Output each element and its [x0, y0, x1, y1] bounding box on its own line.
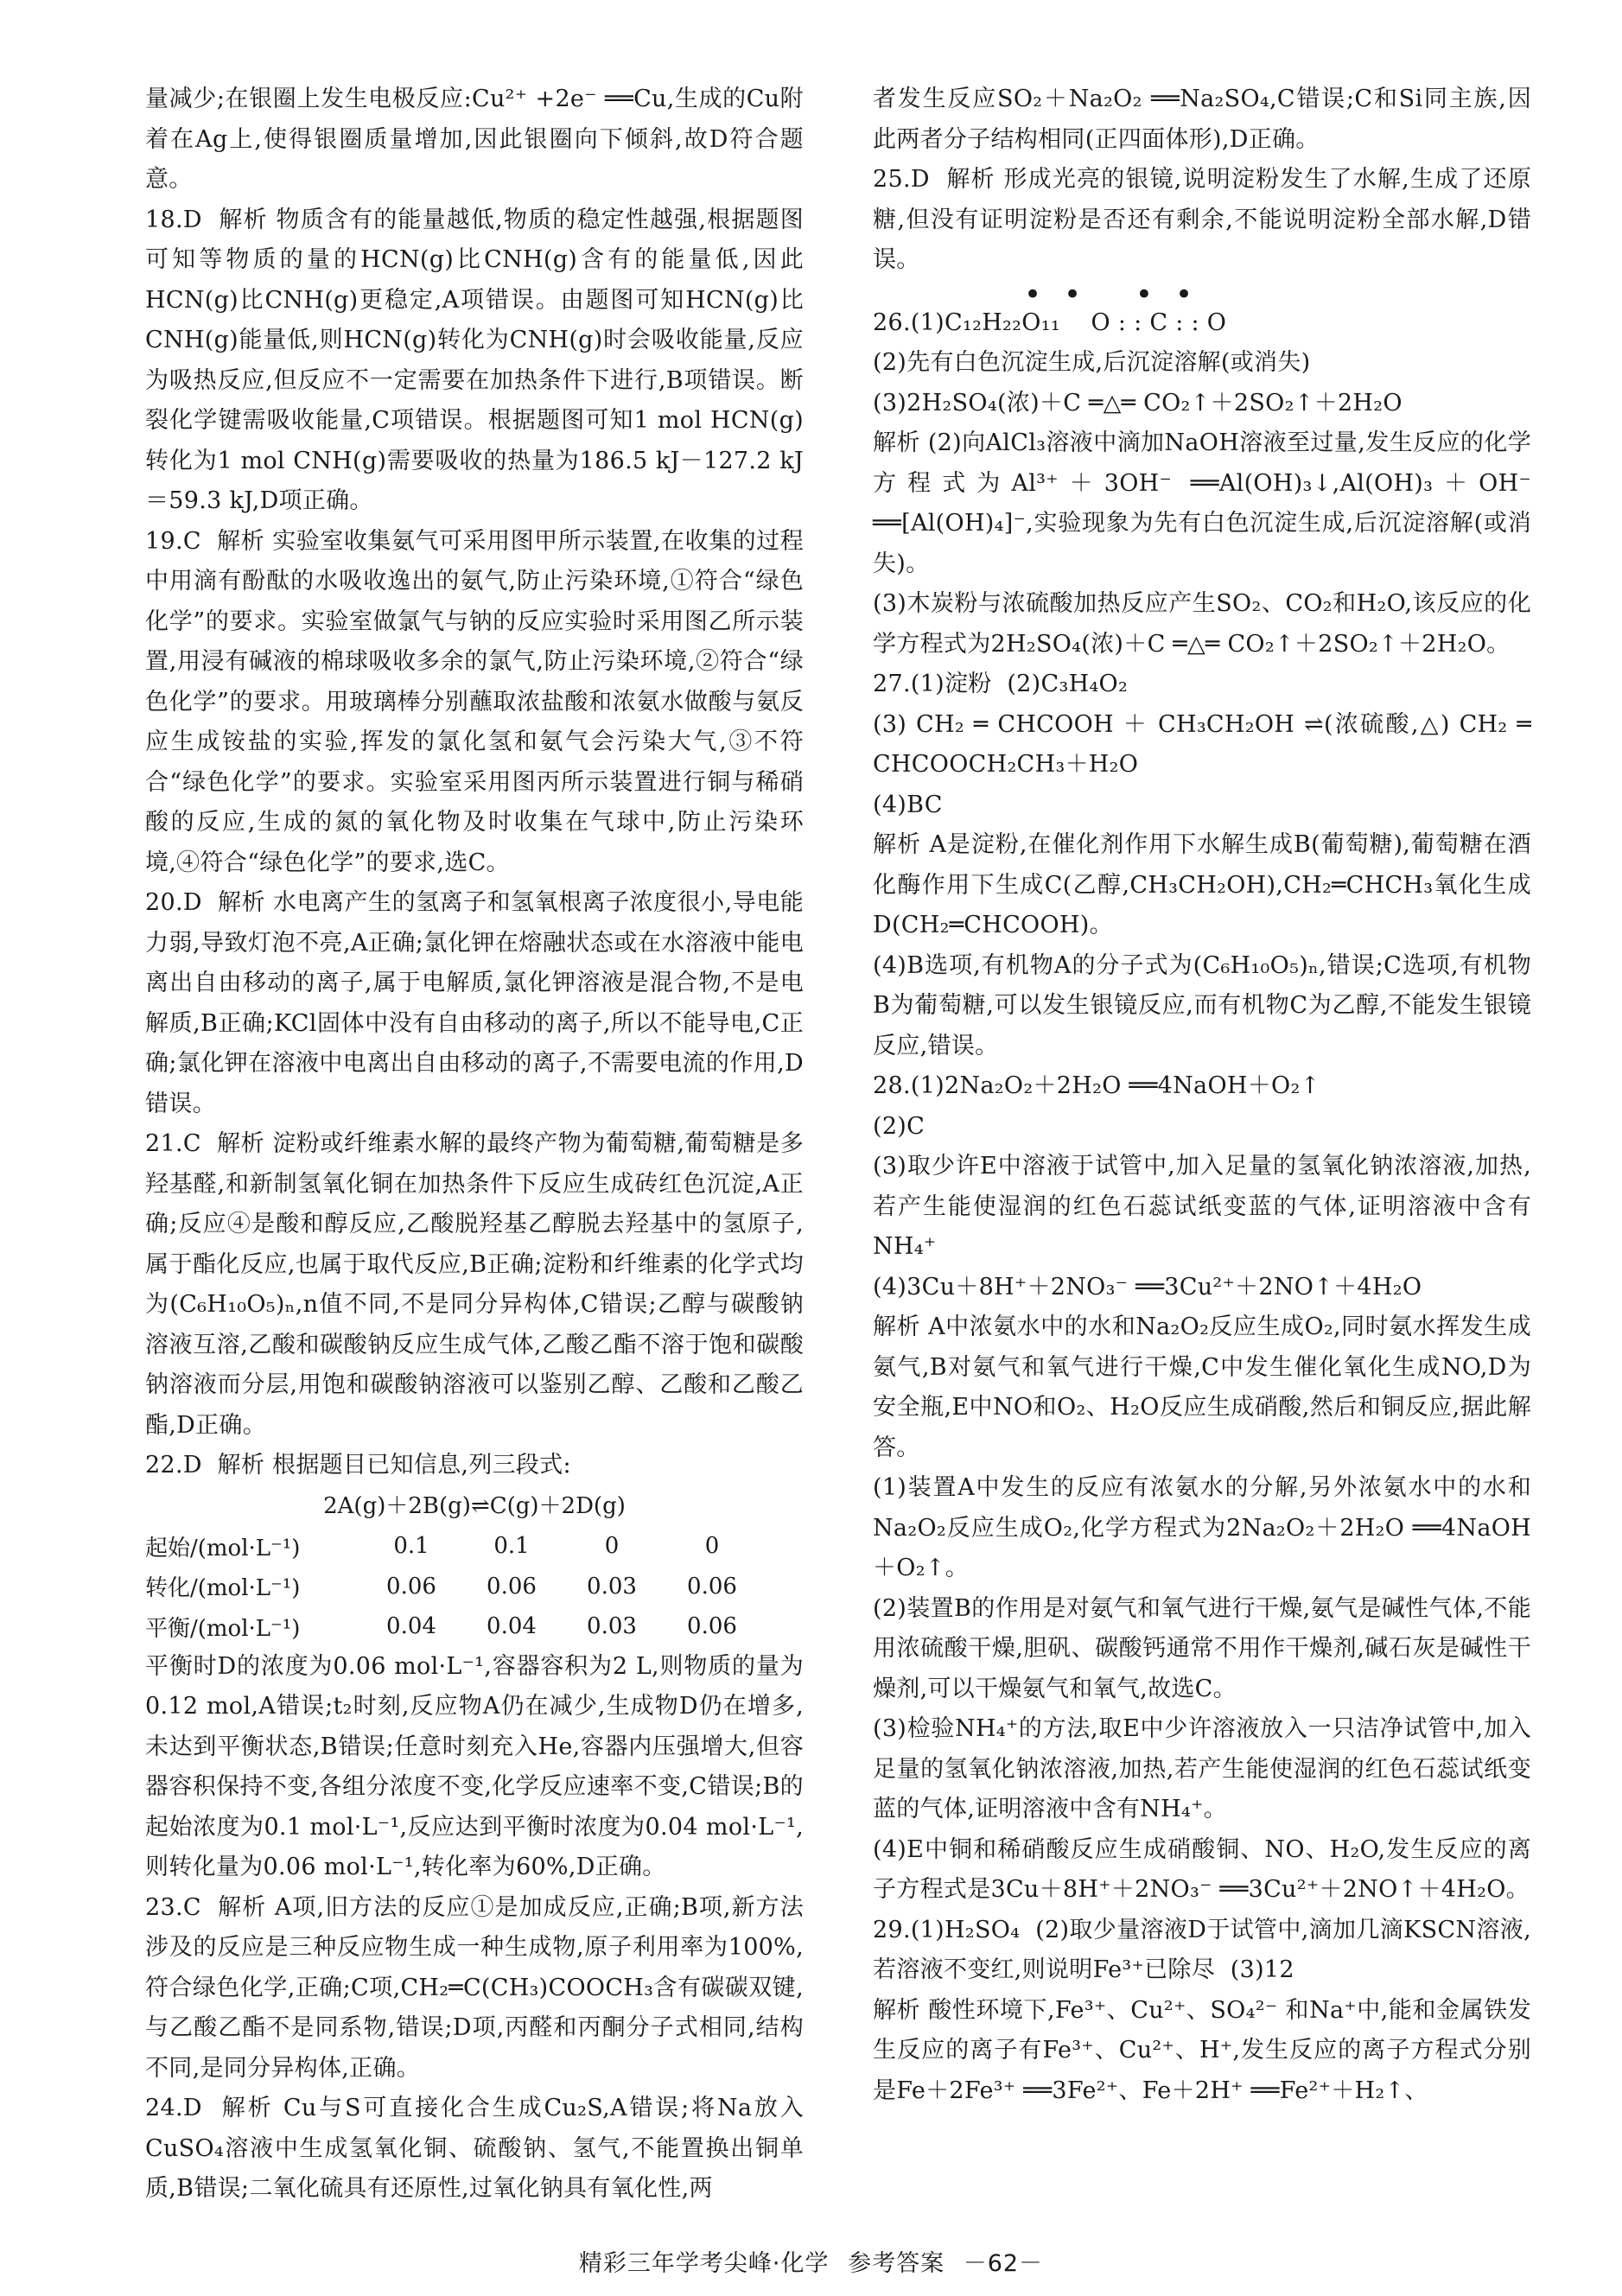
row-label: 起始/(mol·L⁻¹)	[145, 1535, 301, 1561]
table-cell: 0.04	[487, 1613, 537, 1640]
table-cell: 0.1	[393, 1533, 429, 1560]
table-row	[145, 1526, 762, 1567]
answer-cont-17: 量减少;在银圈上发生电极反应:Cu²⁺ +2e⁻ ══Cu,生成的Cu附着在Ag上,使得银圈质量增加,因此银圈向下倾斜,故D符合题意。	[145, 86, 804, 193]
answer-cont-24: 者发生反应SO₂＋Na₂O₂ ══Na₂SO₄,C错误;C和Si同主族,因此两者分子结构相同(正四面体形),D正确。	[873, 86, 1531, 153]
answer-q28-exp3: (3)检验NH₄⁺的方法,取E中少许溶液放入一只洁净试管中,加入足量的氢氧化钠浓溶液,加热,若产生能使湿润的红色石蕊试纸变蓝的气体,证明溶液中含有NH₄⁺。	[873, 1715, 1531, 1822]
table-cell: 0.06	[687, 1613, 737, 1640]
answer-q26-exp: 解析 (2)向AlCl₃溶液中滴加NaOH溶液至过量,发生反应的化学方程式为Al³⁺＋3OH⁻ ══Al(OH)₃↓,Al(OH)₃＋OH⁻ ══[Al(OH)₄]⁻,实验现象为先有白色沉淀生成,后沉淀溶解(或消失)。	[873, 429, 1539, 577]
table-cell: 0.1	[493, 1533, 530, 1560]
page-number: －62－	[963, 2250, 1044, 2277]
answer-q27-exp: 解析 A是淀粉,在催化剂作用下水解生成B(葡萄糖),葡萄糖在酒化酶作用下生成C(乙醇,CH₃CH₂OH),CH₂═CHCH₃氧化生成D(CH₂═CHCOOH)。	[873, 831, 1531, 938]
row-label: 平衡/(mol·L⁻¹)	[145, 1615, 301, 1642]
table-row	[145, 1567, 762, 1607]
answer-q23: 23.C 解析 A项,旧方法的反应①是加成反应,正确;B项,新方法涉及的反应是三种反应物生成一种生成物,原子利用率为100%,符合绿色化学,正确;C项,CH₂═C(CH₃)COOCH₃含有碳碳双键,与乙酸乙酯不是同系物,错误;D项,丙醛和丙酮分子式相同,结构不同,是同分异构体,正确。	[145, 1893, 804, 2082]
answer-q22b: 平衡时D的浓度为0.06 mol·L⁻¹,容器容积为2 L,则物质的量为0.12 mol,A错误;t₂时刻,反应物A仍在减少,生成物D仍在增多,未达到平衡状态,B错误;任意时刻充入He,容器内压强增大,但容器容积保持不变,各组分浓度不变,化学反应速率不变,C错误;B的起始浓度为0.1 mol·L⁻¹,反应达到平衡时浓度为0.04 mol·L⁻¹,则转化量为0.06 mol·L⁻¹,转化率为60%,D正确。	[145, 1652, 804, 1880]
lewis-dots: •• ••	[1024, 277, 1216, 312]
answer-q28-exp1: (1)装置A中发生的反应有浓氨水的分解,另外浓氨水中的水和Na₂O₂反应生成O₂,化学方程式为2Na₂O₂＋2H₂O ══4NaOH＋O₂↑。	[873, 1474, 1531, 1581]
table-cell: 0	[704, 1533, 720, 1560]
answer-q27-4: (4)BC	[873, 791, 943, 818]
table-cell: 0.06	[487, 1573, 537, 1600]
left-column	[145, 80, 804, 2210]
answer-q26-exp3: (3)木炭粉与浓硫酸加热反应产生SO₂、CO₂和H₂O,该反应的化学方程式为2H₂SO₄(浓)＋C ═△═ CO₂↑＋2SO₂↑＋2H₂O。	[873, 590, 1531, 658]
table-cell: 0.03	[587, 1613, 637, 1640]
row-label: 转化/(mol·L⁻¹)	[145, 1575, 301, 1602]
answer-q29-exp: 解析 酸性环境下,Fe³⁺、Cu²⁺、SO₄²⁻ 和Na⁺中,能和金属铁发生反应的离子有Fe³⁺、Cu²⁺、H⁺,发生反应的离子方程式分别是Fe＋2Fe³⁺ ══3Fe²⁺、Fe＋2H⁺ ══Fe²⁺＋H₂↑、	[873, 1996, 1531, 2104]
answer-q27-exp4: (4)B选项,有机物A的分子式为(C₆H₁₀O₅)ₙ,错误;C选项,有机物B为葡萄糖,可以发生银镜反应,而有机物C为乙醇,不能发生银镜反应,错误。	[873, 951, 1531, 1059]
answer-q24: 24.D 解析 Cu与S可直接化合生成Cu₂S,A错误;将Na放入CuSO₄溶液中生成氢氧化铜、硫酸钠、氢气,不能置换出铜单质,B错误;二氧化硫具有还原性,过氧化钠具有氧化性,两	[145, 2095, 804, 2202]
answer-q19: 19.C 解析 实验室收集氨气可采用图甲所示装置,在收集的过程中用滴有酚酞的水吸收逸出的氨气,防止污染环境,①符合“绿色化学”的要求。实验室做氯气与钠的反应实验时采用图乙所示装置,用浸有碱液的棉球吸收多余的氯气,防止污染环境,②符合“绿色化学”的要求。用玻璃棒分别蘸取浓盐酸和浓氨水做酸与氨反应生成铵盐的实验,挥发的氯化氢和氨气会污染大气,③不符合“绿色化学”的要求。实验室采用图丙所示装置进行铜与稀硝酸的反应,生成的氮的氧化物及时收集在气球中,防止污染环境,④符合“绿色化学”的要求,选C。	[145, 527, 804, 876]
answer-q25: 25.D 解析 形成光亮的银镜,说明淀粉发生了水解,生成了还原糖,但没有证明淀粉是否还有剩余,不能说明淀粉全部水解,D错误。	[873, 166, 1531, 273]
page-footer	[0, 2244, 1622, 2278]
answer-q22a: 22.D 解析 根据题目已知信息,列三段式:	[145, 1452, 571, 1479]
table-cell: 0.06	[687, 1573, 737, 1600]
answer-q28-exp4: (4)E中铜和稀硝酸反应生成硝酸铜、NO、H₂O,发生反应的离子方程式是3Cu＋8H⁺＋2NO₃⁻ ══3Cu²⁺＋2NO↑＋4H₂O。	[873, 1835, 1531, 1903]
answer-q27-3: (3) CH₂ ═ CHCOOH ＋ CH₃CH₂OH ⇌(浓硫酸,△) CH₂ ═ CHCOOCH₂CH₃＋H₂O	[873, 710, 1539, 778]
q22-three-stage-table	[145, 1526, 762, 1647]
footer-section: 参考答案	[848, 2250, 945, 2277]
answer-q27-1: 27.(1)淀粉 (2)C₃H₄O₂	[873, 671, 1129, 697]
table-cell: 0	[604, 1533, 620, 1560]
table-cell: 0.03	[587, 1573, 637, 1600]
answer-q20: 20.D 解析 水电离产生的氢离子和氢氧根离子浓度很小,导电能力弱,导致灯泡不亮,A正确;氯化钾在熔融状态或在水溶液中能电离出自由移动的离子,属于电解质,氯化钾溶液是混合物,不是电解质,B正确;KCl固体中没有自由移动的离子,所以不能导电,C正确;氯化钾在溶液中电离出自由移动的离子,不需要电流的作用,D错误。	[145, 889, 804, 1117]
table-row	[145, 1606, 762, 1647]
answer-q26-2: (2)先有白色沉淀生成,后沉淀溶解(或消失)	[873, 349, 1311, 376]
q22-equation: 2A(g)＋2B(g)⇌C(g)＋2D(g)	[323, 1492, 626, 1519]
answer-q18: 18.D 解析 物质含有的能量越低,物质的稳定性越强,根据题图可知等物质的量的HCN(g)比CNH(g)含有的能量低,因此HCN(g)比CNH(g)更稳定,A项错误。由题图可知HCN(g)比CNH(g)能量低,则HCN(g)转化为CNH(g)时会吸收能量,反应为吸热反应,但反应不一定需要在加热条件下进行,B项错误。断裂化学键需吸收能量,C项错误。根据题图可知1 mol HCN(g)转化为1 mol CNH(g)需要吸收的热量为186.5 kJ－127.2 kJ＝59.3 kJ,D项正确。	[145, 206, 804, 514]
answer-q29: 29.(1)H₂SO₄ (2)取少量溶液D于试管中,滴加几滴KSCN溶液,若溶液不变红,则说明Fe³⁺已除尽 (3)12	[873, 1916, 1531, 1983]
answer-q28-exp2: (2)装置B的作用是对氨气和氧气进行干燥,氨气是碱性气体,不能用浓硫酸干燥,胆矾、碳酸钙通常不用作干燥剂,碱石灰是碱性干燥剂,可以干燥氨气和氧气,故选C。	[873, 1594, 1531, 1702]
answer-q28-1: 28.(1)2Na₂O₂＋2H₂O ══4NaOH＋O₂↑	[873, 1072, 1320, 1099]
answer-q21: 21.C 解析 淀粉或纤维素水解的最终产物为葡萄糖,葡萄糖是多羟基醛,和新制氢氧化铜在加热条件下反应生成砖红色沉淀,A正确;反应④是酸和醇反应,乙酸脱羟基乙醇脱去羟基中的氢原子,属于酯化反应,也属于取代反应,B正确;淀粉和纤维素的化学式均为(C₆H₁₀O₅)ₙ,n值不同,不是同分异构体,C错误;乙醇与碳酸钠溶液互溶,乙酸和碳酸钠反应生成气体,乙酸乙酯不溶于饱和碳酸钠溶液而分层,用饱和碳酸钠溶液可以鉴别乙醇、乙酸和乙酸乙酯,D正确。	[145, 1130, 804, 1439]
table-cell: 0.04	[386, 1613, 436, 1640]
right-column	[873, 80, 1539, 2111]
answer-q28-exp: 解析 A中浓氨水中的水和Na₂O₂反应生成O₂,同时氨水挥发生成氨气,B对氨气和氧气进行干燥,C中发生催化氧化生成NO,D为安全瓶,E中NO和O₂、H₂O反应生成硝酸,然后和铜反应,据此解答。	[873, 1313, 1531, 1461]
footer-book-title: 精彩三年学考尖峰·化学	[578, 2250, 830, 2277]
q26-answer-1: 26.(1)C₁₂H₂₂O₁₁ O : : C : : O	[873, 308, 1227, 336]
answer-q26-3: (3)2H₂SO₄(浓)＋C ═△═ CO₂↑＋2SO₂↑＋2H₂O	[873, 389, 1403, 417]
answer-q28-3: (3)取少许E中溶液于试管中,加入足量的氢氧化钠浓溶液,加热,若产生能使湿润的红色石蕊试纸变蓝的气体,证明溶液中含有NH₄⁺	[873, 1153, 1531, 1260]
answer-q28-2: (2)C	[873, 1112, 925, 1140]
answer-q28-4: (4)3Cu＋8H⁺＋2NO₃⁻ ══3Cu²⁺＋2NO↑＋4H₂O	[873, 1273, 1422, 1301]
table-cell: 0.06	[386, 1573, 436, 1600]
